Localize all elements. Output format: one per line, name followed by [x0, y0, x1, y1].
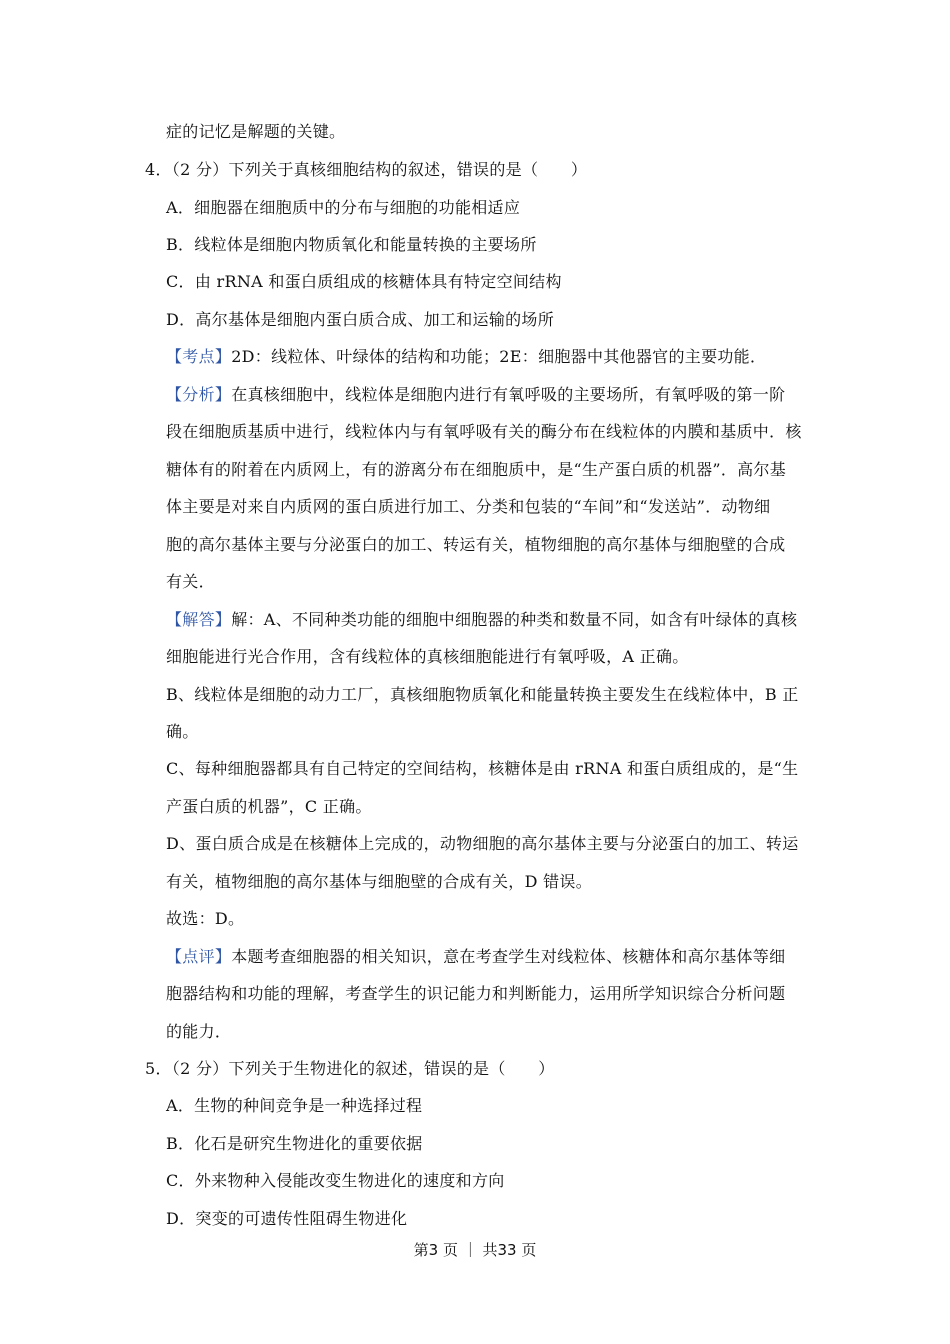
- kaodian-text: 2D：线粒体、叶绿体的结构和功能；2E：细胞器中其他器官的主要功能．: [231, 347, 767, 366]
- previous-question-tail: 症的记忆是解题的关键。: [166, 122, 346, 141]
- jieda-line-4: 确。: [166, 722, 199, 741]
- fenxi-line-5: 胞的高尔基体主要与分泌蛋白的加工、转运有关，植物细胞的高尔基体与细胞壁的合成: [166, 535, 786, 554]
- question-4-option-b: B．线粒体是细胞内物质氧化和能量转换的主要场所: [166, 235, 537, 254]
- jieda-line-1: [166, 609, 797, 631]
- dianping-line-3: 的能力．: [166, 1022, 232, 1041]
- jieda-line-9: 故选：D。: [166, 909, 245, 928]
- question-5-option-a: A．生物的种间竞争是一种选择过程: [166, 1096, 423, 1115]
- fenxi-tag: 【分析】: [166, 385, 232, 404]
- kaodian-tag: 【考点】: [166, 347, 232, 366]
- jieda-line-5: C、每种细胞器都具有自己特定的空间结构，核糖体是由 rRNA 和蛋白质组成的，是“生: [166, 759, 799, 778]
- question-5-option-d: D．突变的可遗传性阻碍生物进化: [166, 1209, 408, 1228]
- question-5-option-c: C．外来物种入侵能改变生物进化的速度和方向: [166, 1171, 505, 1190]
- jieda-line-8: 有关，植物细胞的高尔基体与细胞壁的合成有关，D 错误。: [166, 872, 593, 891]
- dianping-line-1: [166, 946, 785, 968]
- jieda-line-6: 产蛋白质的机器”，C 正确。: [166, 797, 372, 816]
- question-5-option-b: B．化石是研究生物进化的重要依据: [166, 1134, 423, 1153]
- fenxi-line-2: 段在细胞质基质中进行，线粒体内与有氧呼吸有关的酶分布在线粒体的内膜和基质中．核: [166, 422, 802, 441]
- fenxi-line-4: 体主要是对来自内质网的蛋白质进行加工、分类和包装的“车间”和“发送站”．动物细: [166, 497, 771, 516]
- question-4-option-d: D．高尔基体是细胞内蛋白质合成、加工和运输的场所: [166, 310, 555, 329]
- fenxi-text: 在真核细胞中，线粒体是细胞内进行有氧呼吸的主要场所，有氧呼吸的第一阶: [231, 385, 786, 404]
- question-4-stem: 4．（2 分）下列关于真核细胞结构的叙述，错误的是（ ）: [145, 160, 588, 179]
- question-4-option-a: A．细胞器在细胞质中的分布与细胞的功能相适应: [166, 198, 521, 217]
- jieda-tag: 【解答】: [166, 610, 232, 629]
- page-footer: 第3 页 ｜ 共33 页: [413, 1241, 537, 1259]
- kaodian-line: [166, 346, 766, 368]
- jieda-line-7: D、蛋白质合成是在核糖体上完成的，动物细胞的高尔基体主要与分泌蛋白的加工、转运: [166, 834, 799, 853]
- jieda-line-2: 细胞能进行光合作用，含有线粒体的真核细胞能进行有氧呼吸，A 正确。: [166, 647, 689, 666]
- question-5-stem: 5．（2 分）下列关于生物进化的叙述，错误的是（ ）: [145, 1059, 555, 1078]
- jieda-text: 解：A、不同种类功能的细胞中细胞器的种类和数量不同，如含有叶绿体的真核: [231, 610, 798, 629]
- fenxi-line-3: 糖体有的附着在内质网上，有的游离分布在细胞质中，是“生产蛋白质的机器”．高尔基: [166, 460, 787, 479]
- fenxi-line-6: 有关．: [166, 572, 215, 591]
- jieda-line-3: B、线粒体是细胞的动力工厂，真核细胞物质氧化和能量转换主要发生在线粒体中，B 正: [166, 685, 799, 704]
- question-4-option-c: C．由 rRNA 和蛋白质组成的核糖体具有特定空间结构: [166, 272, 562, 291]
- dianping-tag: 【点评】: [166, 947, 232, 966]
- dianping-text: 本题考查细胞器的相关知识，意在考查学生对线粒体、核糖体和高尔基体等细: [231, 947, 786, 966]
- dianping-line-2: 胞器结构和功能的理解，考查学生的识记能力和判断能力，运用所学知识综合分析问题: [166, 984, 786, 1003]
- fenxi-line-1: [166, 384, 785, 406]
